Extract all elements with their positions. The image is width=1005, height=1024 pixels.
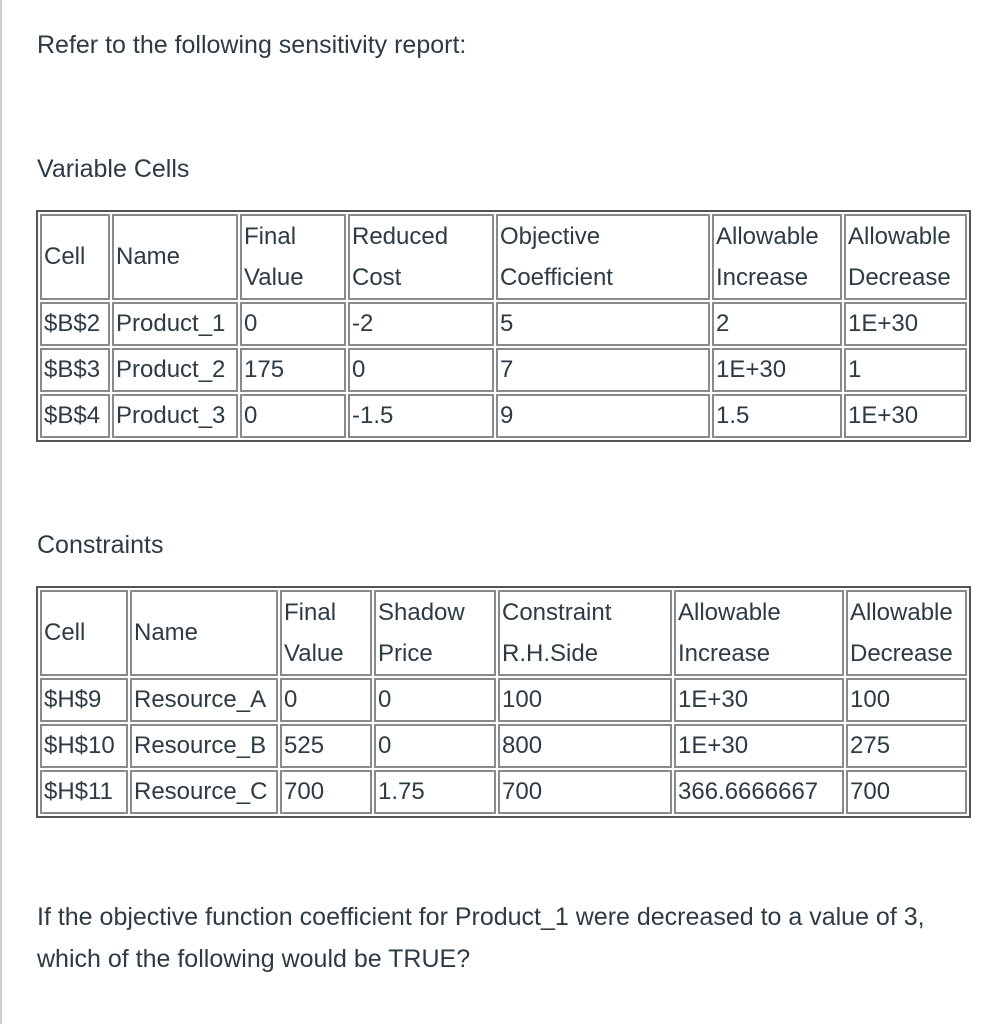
- header-final-value-line1: Final: [284, 599, 337, 626]
- header-allowable-decrease: [846, 590, 967, 676]
- header-constraint-rhs-line1: Constraint: [502, 599, 612, 626]
- cell-reduced-cost: -1.5: [348, 394, 494, 438]
- header-allowable-increase-line1: Allowable: [716, 223, 819, 250]
- header-constraint-rhs-line2: R.H.Side: [502, 640, 599, 667]
- table-header-row: [40, 214, 967, 300]
- cell-objective-coefficient: 9: [496, 394, 710, 438]
- content-left-border: [0, 0, 2, 1024]
- cell-name: Resource_B: [130, 724, 278, 768]
- question-text: If the objective function coefficient for Product_1 were decreased to a value of 3, which of the following would be TRUE?: [37, 903, 925, 973]
- cell-address: $B$3: [40, 348, 110, 392]
- cell-shadow-price: 0: [374, 724, 496, 768]
- header-reduced-cost-line2: Cost: [352, 264, 402, 291]
- cell-reduced-cost: 0: [348, 348, 494, 392]
- variable-cells-table: [36, 210, 971, 442]
- cell-allowable-increase: 1E+30: [674, 724, 844, 768]
- header-cell: [40, 590, 128, 676]
- cell-name: Resource_A: [130, 678, 278, 722]
- header-allowable-decrease-line2: Decrease: [848, 264, 951, 291]
- header-shadow-price: [374, 590, 496, 676]
- header-name-label: Name: [116, 243, 181, 270]
- cell-address: $B$4: [40, 394, 110, 438]
- cell-allowable-increase: 2: [712, 302, 842, 346]
- header-objective-coefficient-line2: Coefficient: [500, 264, 613, 291]
- variable-cells-heading: Variable Cells: [37, 155, 190, 183]
- cell-allowable-decrease: 1E+30: [844, 394, 967, 438]
- header-name: [130, 590, 278, 676]
- cell-final-value: 525: [280, 724, 372, 768]
- table-header-row: [40, 590, 967, 676]
- cell-allowable-increase: 366.6666667: [674, 770, 844, 814]
- cell-name: Product_1: [112, 302, 238, 346]
- cell-name: Product_2: [112, 348, 238, 392]
- cell-allowable-decrease: 1E+30: [844, 302, 967, 346]
- cell-objective-coefficient: 7: [496, 348, 710, 392]
- cell-final-value: 175: [240, 348, 346, 392]
- table-row: [40, 724, 967, 768]
- cell-address: $H$10: [40, 724, 128, 768]
- header-allowable-increase: [674, 590, 844, 676]
- header-final-value: [280, 590, 372, 676]
- header-final-value-line2: Value: [284, 640, 344, 667]
- table-row: [40, 770, 967, 814]
- cell-address: $H$11: [40, 770, 128, 814]
- header-allowable-increase-line2: Increase: [716, 264, 809, 291]
- cell-address: $B$2: [40, 302, 110, 346]
- header-name: [112, 214, 238, 300]
- cell-constraint-rhs: 700: [498, 770, 672, 814]
- header-reduced-cost-line1: Reduced: [352, 223, 449, 250]
- cell-shadow-price: 1.75: [374, 770, 496, 814]
- cell-allowable-decrease: 275: [846, 724, 967, 768]
- header-allowable-decrease: [844, 214, 967, 300]
- table-row: [40, 394, 967, 438]
- cell-allowable-decrease: 700: [846, 770, 967, 814]
- header-allowable-decrease-line2: Decrease: [850, 640, 953, 667]
- cell-final-value: 0: [280, 678, 372, 722]
- cell-reduced-cost: -2: [348, 302, 494, 346]
- header-shadow-price-line2: Price: [378, 640, 433, 667]
- cell-address: $H$9: [40, 678, 128, 722]
- cell-final-value: 700: [280, 770, 372, 814]
- header-cell: [40, 214, 110, 300]
- cell-final-value: 0: [240, 394, 346, 438]
- cell-constraint-rhs: 100: [498, 678, 672, 722]
- cell-final-value: 0: [240, 302, 346, 346]
- cell-allowable-decrease: 1: [844, 348, 967, 392]
- header-cell-label: Cell: [44, 243, 86, 270]
- header-final-value-line2: Value: [244, 264, 304, 291]
- header-cell-label: Cell: [44, 619, 86, 646]
- header-objective-coefficient: [496, 214, 710, 300]
- cell-allowable-increase: 1.5: [712, 394, 842, 438]
- header-allowable-decrease-line1: Allowable: [850, 599, 953, 626]
- header-reduced-cost: [348, 214, 494, 300]
- header-allowable-increase-line2: Increase: [678, 640, 771, 667]
- cell-allowable-increase: 1E+30: [674, 678, 844, 722]
- header-allowable-increase-line1: Allowable: [678, 599, 781, 626]
- header-final-value: [240, 214, 346, 300]
- header-constraint-rhs: [498, 590, 672, 676]
- constraints-heading: Constraints: [37, 531, 164, 559]
- cell-allowable-decrease: 100: [846, 678, 967, 722]
- cell-allowable-increase: 1E+30: [712, 348, 842, 392]
- intro-text: Refer to the following sensitivity report:: [37, 31, 467, 59]
- table-row: [40, 302, 967, 346]
- header-name-label: Name: [134, 619, 199, 646]
- constraints-table: [36, 586, 971, 818]
- table-row: [40, 348, 967, 392]
- header-allowable-decrease-line1: Allowable: [848, 223, 951, 250]
- header-objective-coefficient-line1: Objective: [500, 223, 601, 250]
- cell-name: Resource_C: [130, 770, 278, 814]
- cell-constraint-rhs: 800: [498, 724, 672, 768]
- cell-shadow-price: 0: [374, 678, 496, 722]
- cell-name: Product_3: [112, 394, 238, 438]
- table-row: [40, 678, 967, 722]
- cell-objective-coefficient: 5: [496, 302, 710, 346]
- header-final-value-line1: Final: [244, 223, 297, 250]
- header-shadow-price-line1: Shadow: [378, 599, 465, 626]
- header-allowable-increase: [712, 214, 842, 300]
